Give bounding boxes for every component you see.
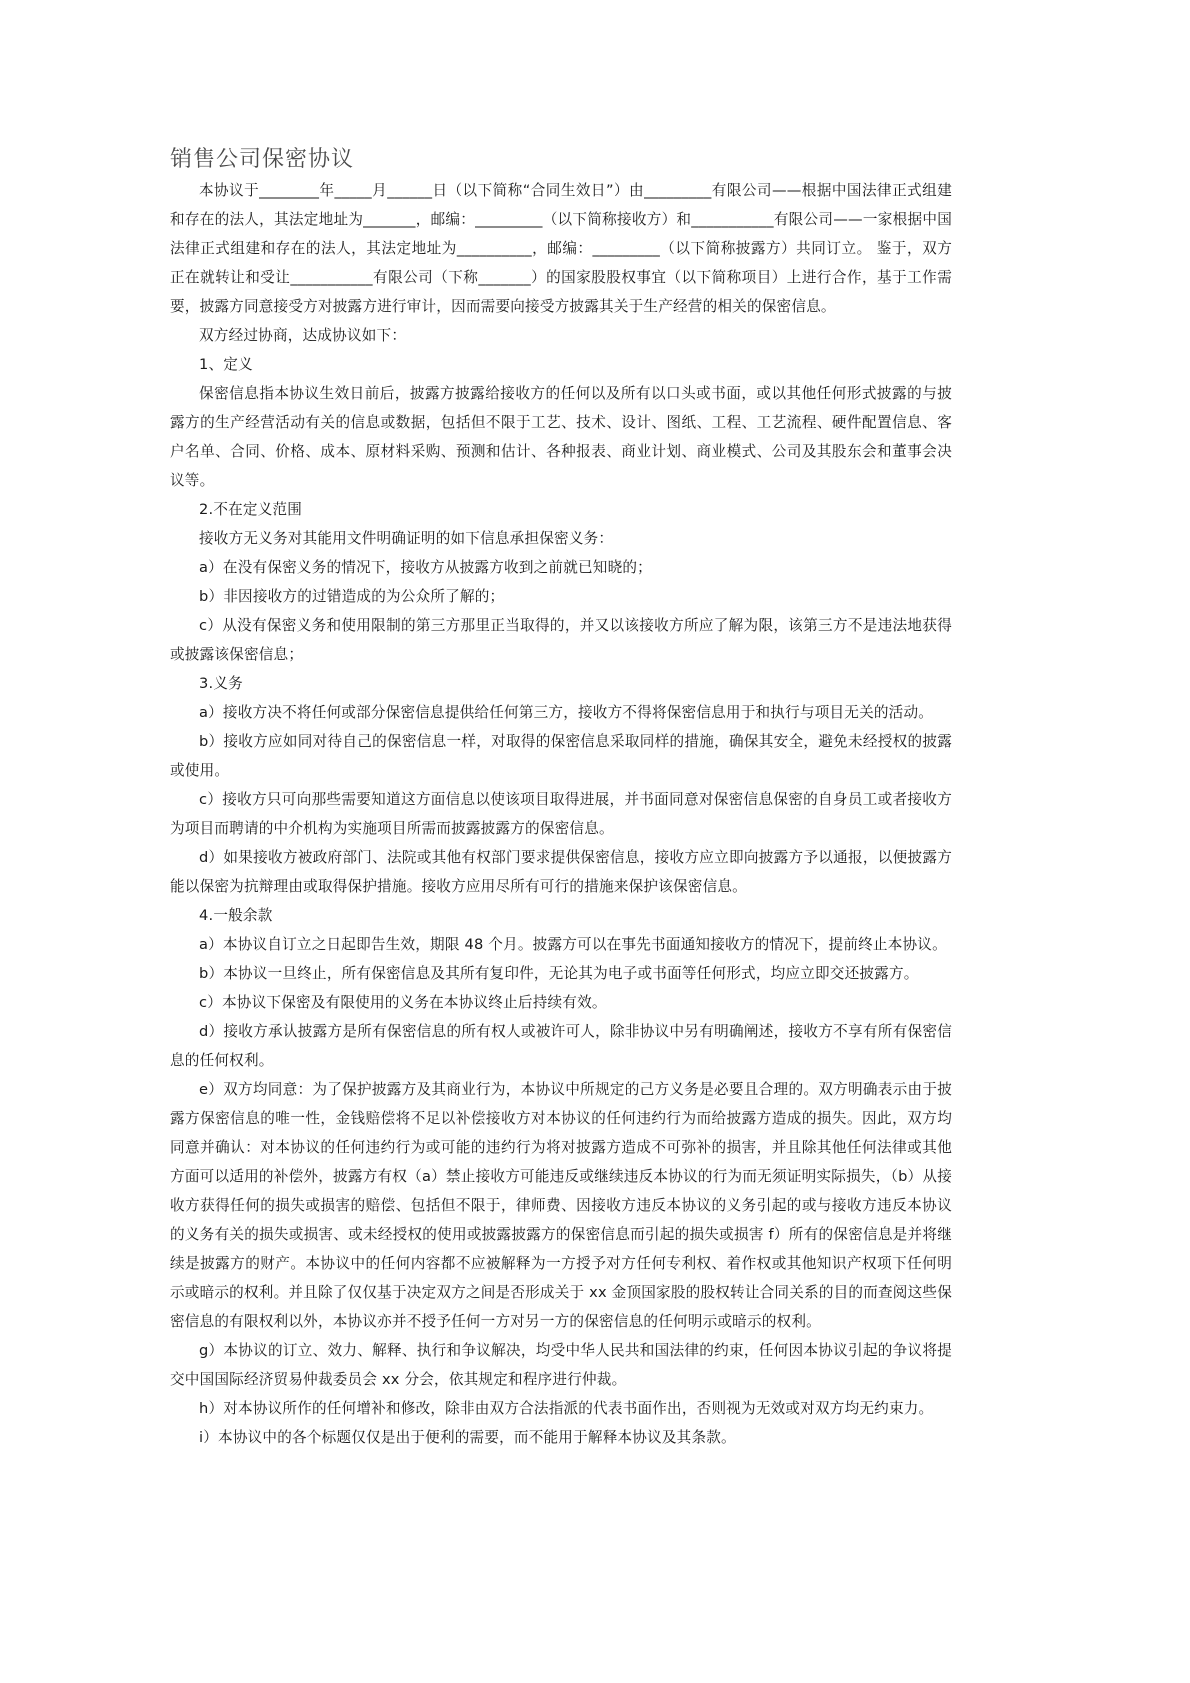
intro-paragraph: 本协议于________年_____月______日（以下简称“合同生效日”）由_________有限公司——根据中国法律正式组建和存在的法人，其法定地址为_______，邮编：_________（以下简称接收方）和___________有限公司——一家根据中国法律正式组建和存在的法人，其法定地址为__________，邮编：_________（以下简称披露方）共同订立。 鉴于，双方正在就转让和受让___________有限公司（下称_______）的国家股股权事宜（以下简称项目）上进行合作，基于工作需要，披露方同意接受方对披露方进行审计，因而需要向接受方披露其关于生产经营的相关的保密信息。 bbox=[170, 182, 953, 315]
obligation-item-b: b）接收方应如同对待自己的保密信息一样，对取得的保密信息采取同样的措施，确保其安全，避免未经授权的披露或使用。 bbox=[170, 733, 952, 779]
general-item-g: g）本协议的订立、效力、解释、执行和争议解决，均受中华人民共和国法律的约束，任何因本协议引起的争议将提交中国国际经济贸易仲裁委员会 xx 分会，依其规定和程序进行仲裁。 bbox=[170, 1342, 952, 1388]
general-item-d: d）接收方承认披露方是所有保密信息的所有权人或被许可人，除非协议中另有明确阐述，接收方不享有所有保密信息的任何权利。 bbox=[170, 1023, 952, 1069]
definition-paragraph: 保密信息指本协议生效日前后，披露方披露给接收方的任何以及所有以口头或书面，或以其他任何形式披露的与披露方的生产经营活动有关的信息或数据，包括但不限于工艺、技术、设计、图纸、工程、工艺流程、硬件配置信息、客户名单、合同、价格、成本、原材料采购、预测和估计、各种报表、商业计划、商业模式、公司及其股东会和董事会决议等。 bbox=[170, 385, 952, 489]
exclusion-item-b: b）非因接收方的过错造成的为公众所了解的； bbox=[199, 588, 505, 605]
intro-agreement-line: 双方经过协商，达成协议如下： bbox=[199, 327, 407, 344]
section-heading-general: 4.一般余款 bbox=[199, 907, 273, 924]
general-item-e: e）双方均同意：为了保护披露方及其商业行为，本协议中所规定的己方义务是必要且合理的。双方明确表示由于披露方保密信息的唯一性，金钱赔偿将不足以补偿接收方对本协议的任何违约行为而给披露方造成的损失。因此，双方均同意并确认：对本协议的任何违约行为或可能的违约行为将对披露方造成不可弥补的损害，并且除其他任何法律或其他方面可以适用的补偿外，披露方有权（a）禁止接收方可能违反或继续违反本协议的行为而无须证明实际损失，（b）从接收方获得任何的损失或损害的赔偿、包括但不限于，律师费、因接收方违反本协议的义务引起的或与接收方违反本协议的义务有关的损失或损害、或未经授权的使用或披露披露方的保密信息而引起的损失或损害 f）所有的保密信息是并将继续是披露方的财产。本协议中的任何内容都不应被解释为一方授予对方任何专利权、着作权或其他知识产权项下任何明示或暗示的权利。并且除了仅仅基于决定双方之间是否形成关于 xx 金顶国家股的股权转让合同关系的目的而查阅这些保密信息的有限权利以外，本协议亦并不授予任何一方对另一方的保密信息的任何明示或暗示的权利。 bbox=[170, 1081, 952, 1330]
section-heading-exclusions: 2.不在定义范围 bbox=[199, 501, 303, 518]
section-heading-obligations: 3.义务 bbox=[199, 675, 243, 692]
document-page bbox=[170, 144, 952, 1452]
general-item-a: a）本协议自订立之日起即告生效，期限 48 个月。披露方可以在事先书面通知接收方的情况下，提前终止本协议。 bbox=[199, 936, 947, 953]
exclusion-item-a: a）在没有保密义务的情况下，接收方从披露方收到之前就已知晓的； bbox=[199, 559, 652, 576]
exclusion-item-c: c）从没有保密义务和使用限制的第三方那里正当取得的，并又以该接收方所应了解为限，该第三方不是违法地获得或披露该保密信息； bbox=[170, 617, 952, 663]
document-title: 销售公司保密协议 bbox=[170, 147, 355, 172]
general-item-c: c）本协议下保密及有限使用的义务在本协议终止后持续有效。 bbox=[199, 994, 607, 1011]
exclusions-intro: 接收方无义务对其能用文件明确证明的如下信息承担保密义务： bbox=[199, 530, 614, 547]
general-item-h: h）对本协议所作的任何增补和修改，除非由双方合法指派的代表书面作出，否则视为无效或对双方均无约束力。 bbox=[199, 1400, 934, 1417]
obligation-item-d: d）如果接收方被政府部门、法院或其他有权部门要求提供保密信息，接收方应立即向披露方予以通报，以便披露方能以保密为抗辩理由或取得保护措施。接收方应用尽所有可行的措施来保护该保密信息。 bbox=[170, 849, 952, 895]
section-heading-definition: 1、定义 bbox=[199, 356, 253, 373]
general-item-i: i）本协议中的各个标题仅仅是出于便利的需要，而不能用于解释本协议及其条款。 bbox=[199, 1429, 736, 1446]
obligation-item-c: c）接收方只可向那些需要知道这方面信息以使该项目取得进展，并书面同意对保密信息保密的自身员工或者接收方为项目而聘请的中介机构为实施项目所需而披露披露方的保密信息。 bbox=[170, 791, 952, 837]
general-item-b: b）本协议一旦终止，所有保密信息及其所有复印件，无论其为电子或书面等任何形式，均应立即交还披露方。 bbox=[199, 965, 919, 982]
obligation-item-a: a）接收方决不将任何或部分保密信息提供给任何第三方，接收方不得将保密信息用于和执行与项目无关的活动。 bbox=[199, 704, 934, 721]
